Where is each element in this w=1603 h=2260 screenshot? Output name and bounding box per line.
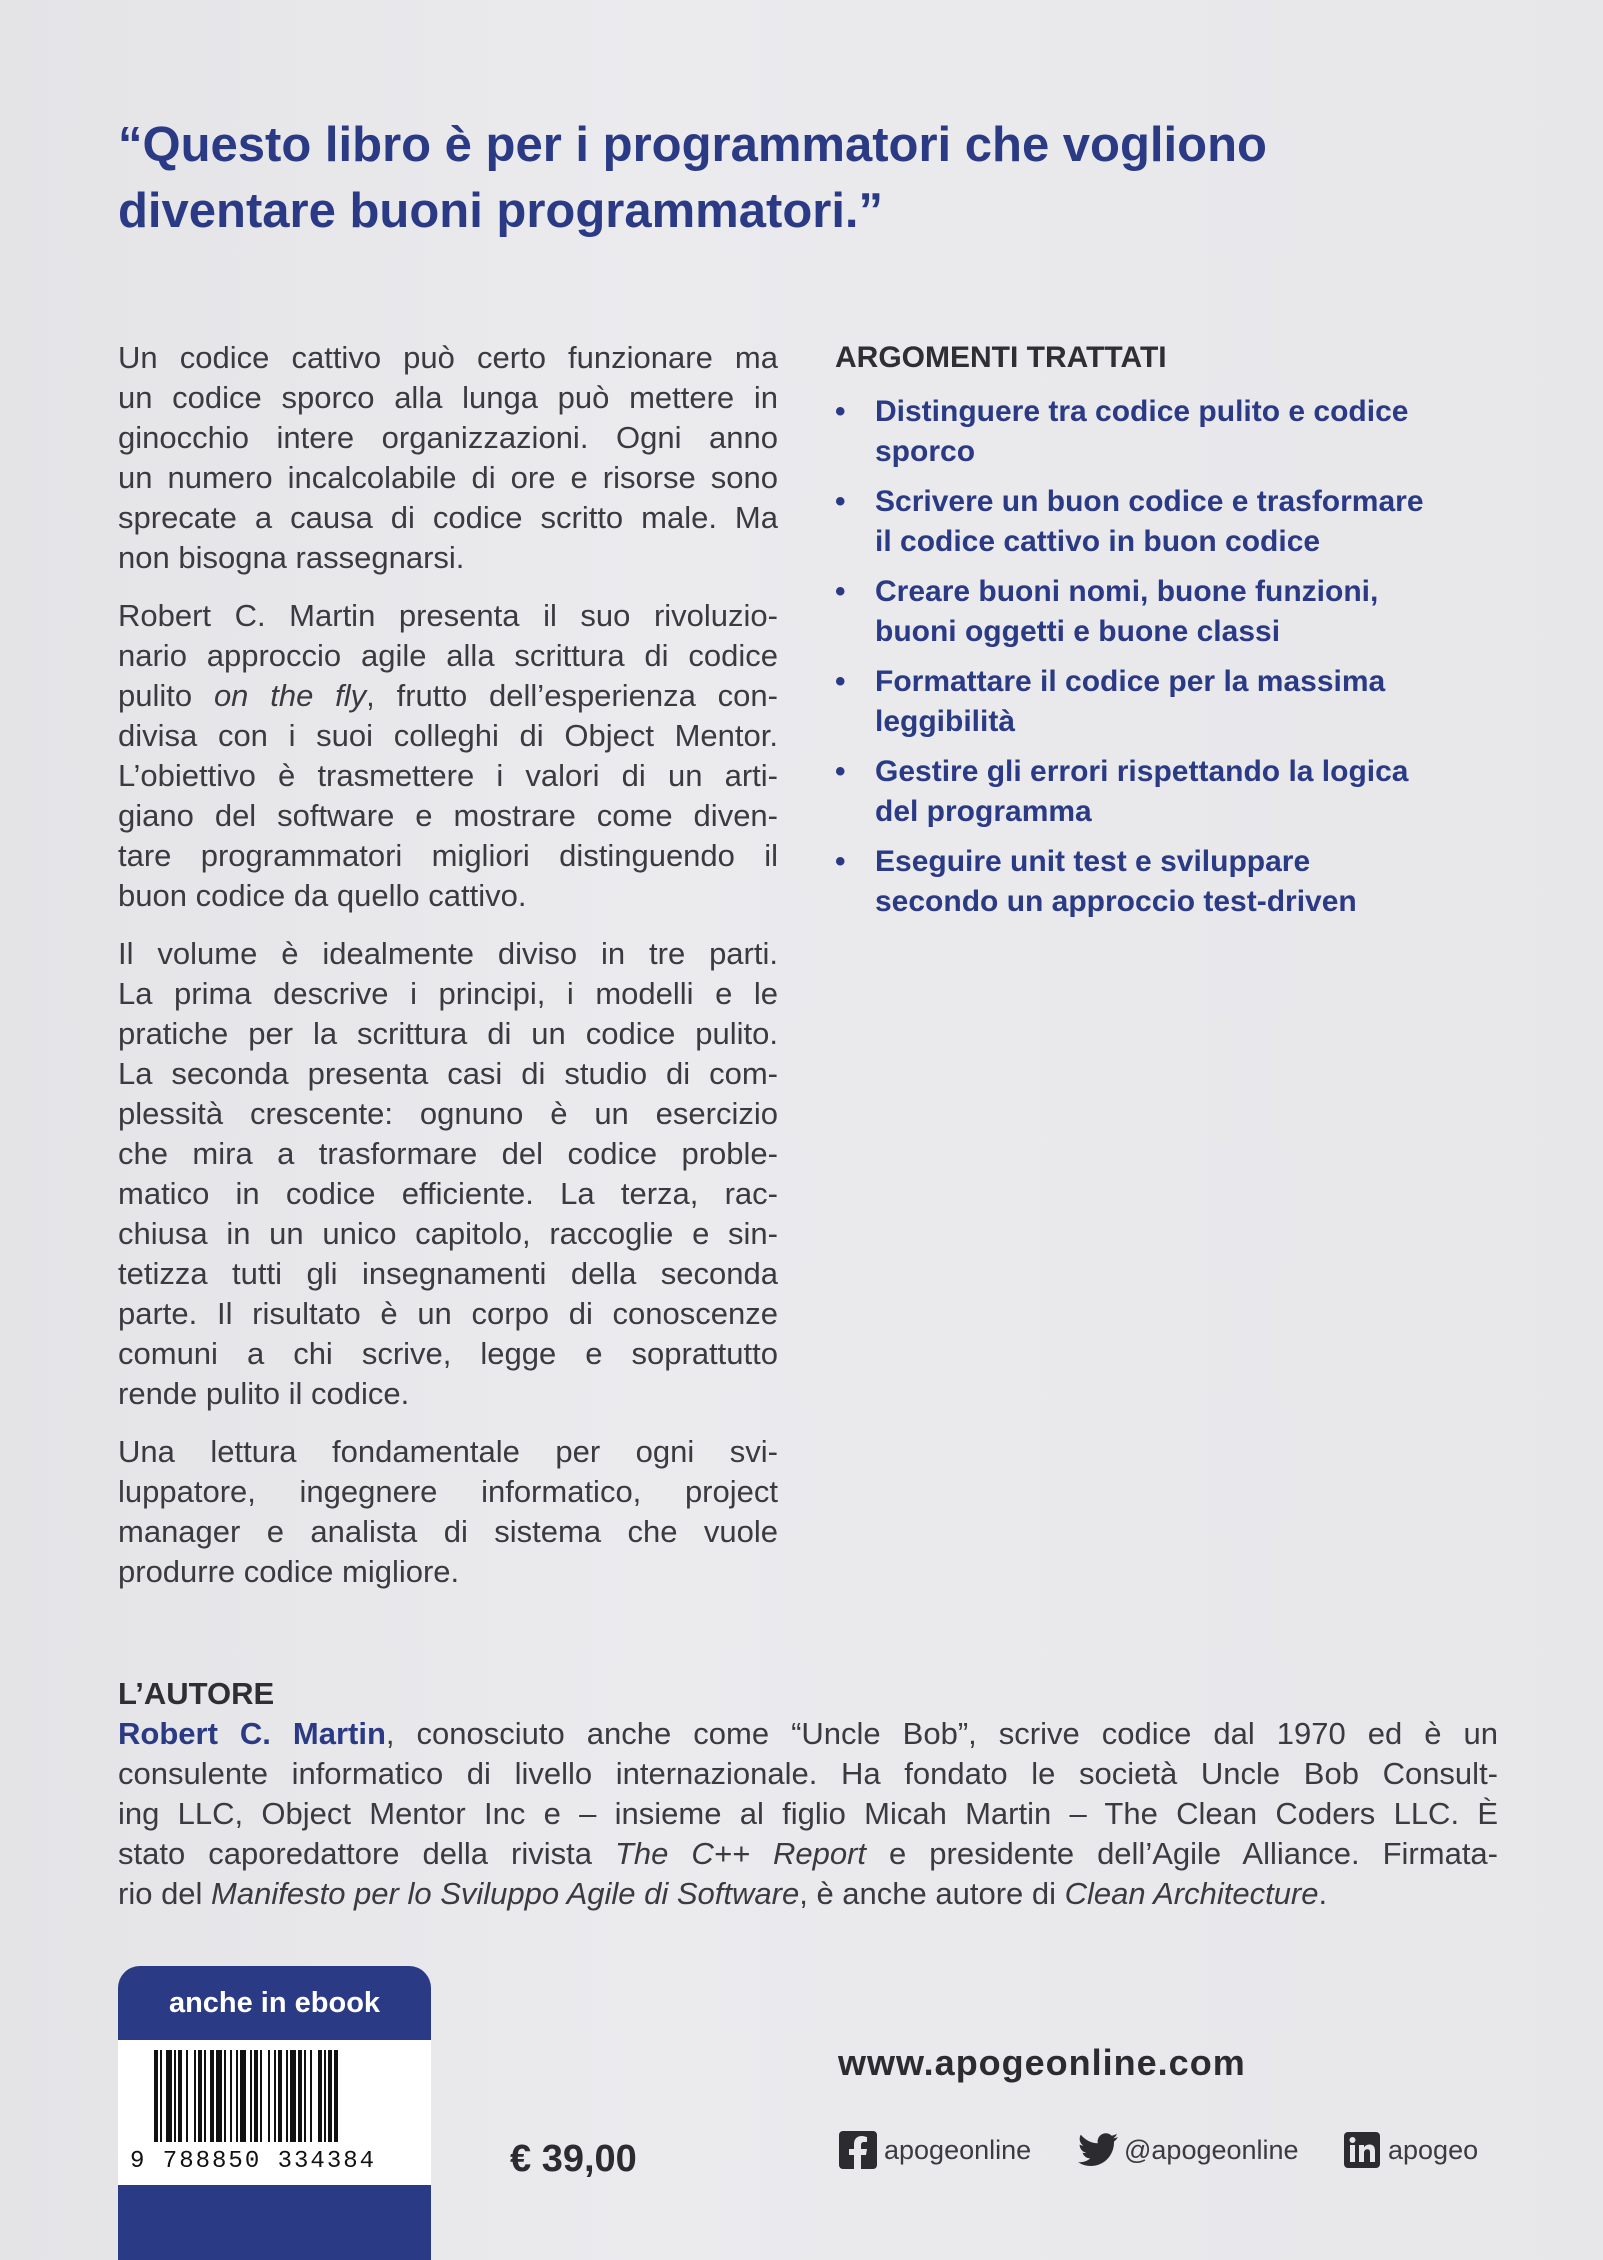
text-line: giano del software e mostrare come diven-	[118, 798, 778, 833]
cover-quote	[118, 112, 1478, 244]
website-link[interactable]: www.apogeonline.com	[838, 2042, 1246, 2083]
text-line: L’obiettivo è trasmettere i valori di un arti-	[118, 758, 778, 793]
facebook-link[interactable]	[838, 2130, 1031, 2170]
text-line: Un codice cattivo può certo funzionare ma	[118, 340, 778, 375]
text-line: rende pulito il codice.	[118, 1376, 410, 1411]
description-paragraph-2	[118, 596, 778, 916]
text-run: .	[1318, 1876, 1328, 1911]
text-line	[118, 1874, 1498, 1914]
facebook-icon	[838, 2130, 878, 2170]
topics-section	[835, 338, 1535, 932]
text-line: pratiche per la scrittura di un codice pulito.	[118, 1016, 778, 1051]
text-line: luppatore, ingegnere informatico, project	[118, 1474, 778, 1509]
price: € 39,00	[510, 2138, 637, 2180]
ebook-badge: anche in ebook	[118, 1966, 431, 2040]
quote-line: diventare buoni programmatori.”	[118, 184, 884, 238]
linkedin-icon	[1342, 2130, 1382, 2170]
text-line: il codice cattivo in buon codice	[875, 525, 1321, 558]
text-run: rio del	[118, 1876, 212, 1911]
quote-line: “Questo libro è per i programmatori che vogliono	[118, 118, 1267, 172]
text-line: che mira a trasformare del codice proble-	[118, 1136, 778, 1171]
text-run: stato caporedattore della rivista	[118, 1836, 615, 1871]
bullet-icon: •	[835, 575, 846, 608]
text-line: non bisogna rassegnarsi.	[118, 540, 465, 575]
text-line: Formattare il codice per la massima	[875, 665, 1386, 698]
twitter-icon	[1078, 2130, 1118, 2170]
text-line: nario approccio agile alla scrittura di codice	[118, 638, 778, 673]
text-line: manager e analista di sistema che vuole	[118, 1514, 778, 1549]
text-line: matico in codice efficiente. La terza, rac-	[118, 1176, 778, 1211]
twitter-link[interactable]	[1078, 2130, 1299, 2170]
bullet-icon: •	[835, 665, 846, 698]
text-line: un numero incalcolabile di ore e risorse sono	[118, 460, 778, 495]
text-line: tetizza tutti gli insegnamenti della seconda	[118, 1256, 778, 1291]
topic-item	[835, 572, 1535, 652]
text-line: consulente informatico di livello internazionale. Ha fondato le società Uncle Bob Consult-	[118, 1756, 1498, 1791]
text-line: Gestire gli errori rispettando la logica	[875, 755, 1409, 788]
text-line: Il volume è idealmente diviso in tre parti.	[118, 936, 778, 971]
text-run: , conosciuto anche come “Uncle Bob”, scrive codice dal 1970 ed è un	[385, 1716, 1498, 1751]
bullet-icon: •	[835, 845, 846, 878]
author-title: L’AUTORE	[118, 1676, 275, 1711]
barcode	[118, 2040, 431, 2185]
bullet-icon: •	[835, 755, 846, 788]
topic-item	[835, 392, 1535, 472]
text-line: parte. Il risultato è un corpo di conoscenze	[118, 1296, 778, 1331]
bullet-icon: •	[835, 485, 846, 518]
author-name: Robert C. Martin	[118, 1716, 386, 1751]
text-run: , è anche autore di	[799, 1876, 1065, 1911]
text-line: La prima descrive i principi, i modelli e le	[118, 976, 778, 1011]
italic-run: Manifesto per lo Sviluppo Agile di Software	[211, 1876, 800, 1911]
text-line: Eseguire unit test e sviluppare	[875, 845, 1311, 878]
text-run: pulito	[118, 678, 214, 713]
text-line: sporco	[875, 435, 976, 468]
text-line: ginocchio intere organizzazioni. Ogni anno	[118, 420, 778, 455]
bullet-icon: •	[835, 395, 846, 428]
text-line: produrre codice migliore.	[118, 1554, 460, 1589]
text-line: Distinguere tra codice pulito e codice	[875, 395, 1409, 428]
text-line: chiusa in un unico capitolo, raccoglie e sin-	[118, 1216, 778, 1251]
italic-run: The C++ Report	[614, 1836, 867, 1871]
text-line: leggibilità	[875, 705, 1016, 738]
linkedin-link[interactable]	[1342, 2130, 1478, 2170]
text-line: sprecate a causa di codice scritto male. Ma	[118, 500, 778, 535]
text-line	[118, 676, 778, 716]
topic-item	[835, 752, 1535, 832]
description	[118, 338, 778, 1610]
twitter-handle: @apogeonline	[1124, 2134, 1299, 2165]
linkedin-handle: apogeo	[1388, 2134, 1479, 2165]
text-line: buoni oggetti e buone classi	[875, 615, 1281, 648]
barcode-icon	[154, 2050, 394, 2145]
topic-item	[835, 842, 1535, 922]
text-line: plessità crescente: ognuno è un esercizio	[118, 1096, 778, 1131]
text-line	[118, 1834, 1498, 1874]
topic-item	[835, 662, 1535, 742]
author-section	[118, 1674, 1498, 1914]
text-line: secondo un approccio test-driven	[875, 885, 1357, 918]
text-line: Scrivere un buon codice e trasformare	[875, 485, 1424, 518]
italic-run: on the fly	[213, 678, 367, 713]
text-line: comuni a chi scrive, legge e soprattutto	[118, 1336, 778, 1371]
topics-title: ARGOMENTI TRATTATI	[835, 341, 1167, 374]
text-run: , frutto dell’esperienza con-	[366, 678, 778, 713]
description-paragraph-1	[118, 338, 778, 578]
text-line	[118, 1714, 1498, 1754]
facebook-handle: apogeonline	[884, 2134, 1032, 2165]
isbn-number: 9 788850 334384	[130, 2148, 377, 2175]
text-line: Una lettura fondamentale per ogni svi-	[118, 1434, 778, 1469]
italic-run: Clean Architecture	[1064, 1876, 1319, 1911]
text-line: buon codice da quello cattivo.	[118, 878, 527, 913]
text-line: un codice sporco alla lunga può mettere in	[118, 380, 778, 415]
text-line: del programma	[875, 795, 1092, 828]
topics-list	[835, 392, 1535, 922]
description-paragraph-3	[118, 934, 778, 1414]
text-line: Robert C. Martin presenta il suo rivoluzio-	[118, 598, 778, 633]
blue-footer-strip	[118, 2185, 431, 2260]
text-line: tare programmatori migliori distinguendo il	[118, 838, 778, 873]
description-paragraph-4	[118, 1432, 778, 1592]
text-line: divisa con i suoi colleghi di Object Mentor.	[118, 718, 778, 753]
text-line: Creare buoni nomi, buone funzioni,	[875, 575, 1379, 608]
text-run: e presidente dell’Agile Alliance. Firmata-	[866, 1836, 1498, 1871]
topic-item	[835, 482, 1535, 562]
text-line: ing LLC, Object Mentor Inc e – insieme al figlio Micah Martin – The Clean Coders LLC. È	[118, 1796, 1498, 1831]
text-line: La seconda presenta casi di studio di com-	[118, 1056, 778, 1091]
